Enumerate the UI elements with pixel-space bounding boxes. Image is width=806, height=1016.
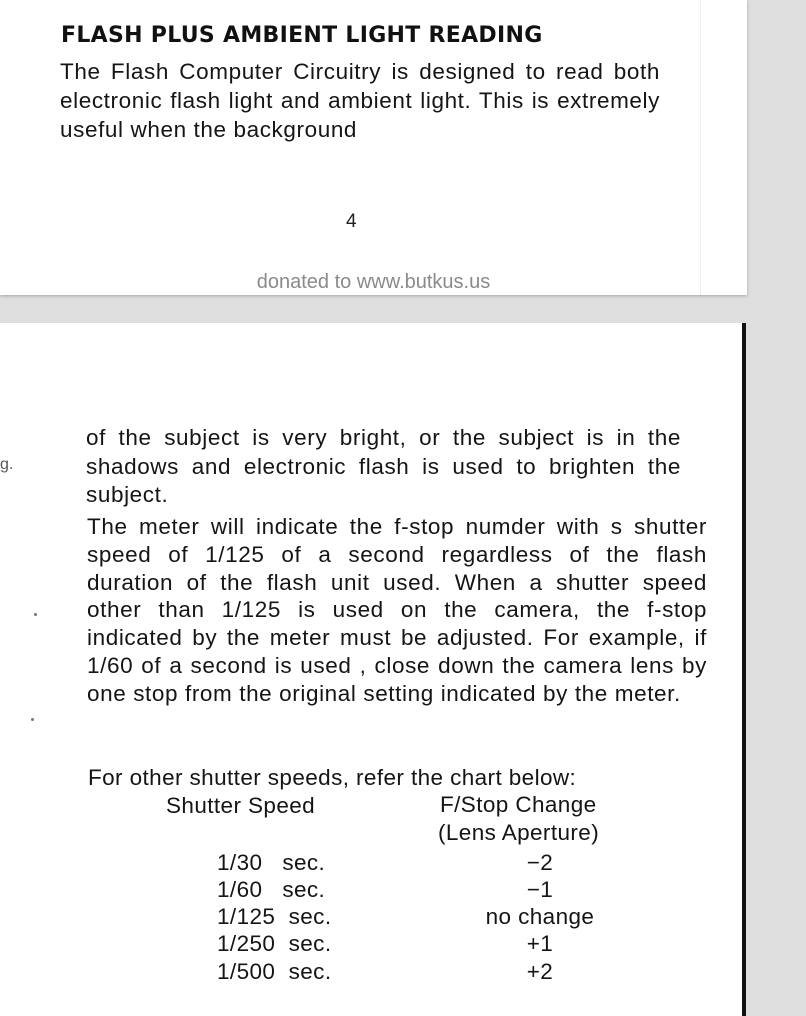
chart-header-fstop-change: F/Stop Change	[440, 792, 597, 817]
scan-speck	[34, 613, 37, 616]
top-page	[0, 0, 747, 295]
chart-row-change: −2	[526, 850, 554, 875]
chart-row-change: −1	[526, 877, 554, 902]
chart-row-speed: 1/250 sec.	[217, 931, 332, 956]
chart-row-change: no change	[485, 904, 595, 929]
chart-row-speed: 1/125 sec.	[217, 904, 332, 929]
donation-watermark: donated to www.butkus.us	[256, 271, 491, 293]
paragraph-subject: of the subject is very bright, or the subject is in the shadows and electronic flash is used to brighten the subject.	[86, 425, 681, 507]
chart-row-change: +1	[526, 931, 554, 956]
paragraph-meter: The meter will indicate the f-stop numder with s shutter speed of 1/125 of a second regardless of the flash duration of the flash unit used. When a shutter speed other than 1/125 is used on the camera, the f-stop indicated by the meter must be adjusted. For example, if 1/60 of a second is used , close down the camera lens by one stop from the original setting indicated by the meter.	[87, 514, 707, 706]
scan-speck	[31, 718, 34, 721]
chart-subheader-lens-aperture: (Lens Aperture)	[438, 820, 600, 845]
section-heading: FLASH PLUS AMBIENT LIGHT READING	[61, 23, 543, 48]
chart-header-shutter-speed: Shutter Speed	[166, 793, 316, 818]
chart-row-speed: 1/500 sec.	[217, 959, 332, 984]
chart-row-speed: 1/60 sec.	[217, 877, 326, 902]
top-paragraph: The Flash Computer Circuitry is designed to read both electronic flash light and ambient light. This is extremely useful when the background	[60, 59, 660, 142]
page-number: 4	[346, 211, 357, 232]
bottom-page	[0, 323, 746, 1016]
chart-row-change: +2	[526, 959, 554, 984]
chart-row-speed: 1/30 sec.	[217, 850, 326, 875]
margin-bleed-text: g.	[0, 456, 14, 473]
paragraph-chart-intro: For other shutter speeds, refer the chart below:	[88, 765, 577, 790]
